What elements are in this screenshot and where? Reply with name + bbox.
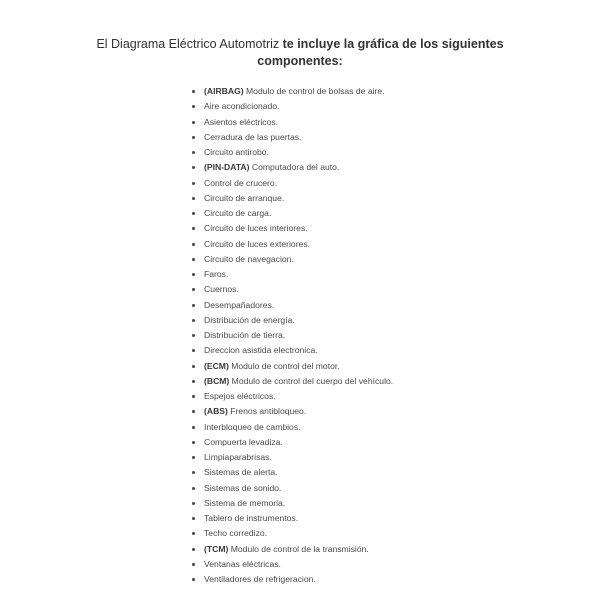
list-item: [190, 145, 393, 160]
list-item: [190, 237, 393, 252]
bullet-icon: [192, 151, 195, 154]
bullet-icon: [192, 136, 195, 139]
bullet-icon: [192, 395, 195, 398]
item-text: Modulo de control del motor.: [228, 360, 340, 371]
list-item: [190, 221, 393, 236]
list-item: [190, 359, 393, 374]
item-text: Sistema de memoria.: [204, 497, 286, 508]
item-text: Limpiaparabrisas.: [204, 452, 272, 462]
list-item: [190, 420, 393, 435]
bullet-icon: [192, 105, 195, 108]
list-item: [190, 572, 393, 587]
item-text: Faros.: [204, 269, 229, 279]
item-code: (ECM): [204, 360, 229, 371]
page-heading: [60, 36, 540, 70]
bullet-icon: [192, 502, 195, 505]
list-item: [190, 542, 393, 557]
item-text: Circuito de arranque.: [204, 192, 285, 203]
bullet-icon: [192, 334, 195, 337]
item-code: (ABS): [204, 406, 228, 417]
item-text: Control de crucero.: [204, 177, 278, 188]
item-text: Circuito de navegacion.: [204, 253, 294, 264]
item-text: Sistemas de sonido.: [204, 482, 282, 493]
list-item: [190, 450, 393, 465]
item-text: Interbloqueo de cambios.: [204, 421, 301, 432]
bullet-icon: [192, 288, 195, 291]
bullet-icon: [192, 471, 195, 474]
heading-normal-text: El Diagrama Eléctrico Automotriz: [96, 37, 283, 51]
bullet-icon: [192, 548, 195, 551]
item-text: Desempañadores.: [204, 299, 275, 310]
bullet-icon: [192, 517, 195, 520]
item-text: Ventanas eléctricas.: [204, 558, 281, 569]
list-item: [190, 252, 393, 267]
list-item: [190, 84, 393, 99]
list-item: [190, 435, 393, 450]
list-item: [190, 160, 393, 175]
item-code: (PIN-DATA): [204, 162, 250, 173]
list-item: [190, 115, 393, 130]
item-text: Espejos eléctricos.: [204, 391, 276, 401]
list-item: [190, 526, 393, 541]
bullet-icon: [192, 243, 195, 246]
list-item: [190, 191, 393, 206]
item-text: Asientos eléctricos.: [204, 116, 279, 127]
list-item: [190, 343, 393, 358]
bullet-icon: [192, 365, 195, 368]
item-text: Tablero de instrumentos.: [204, 513, 299, 523]
item-text: Cerradura de las puertas.: [204, 131, 302, 142]
item-text: Distribución de energía.: [204, 314, 295, 325]
item-text: Compuerta levadiza.: [204, 436, 283, 447]
list-item: [190, 206, 393, 221]
list-item: [190, 465, 393, 480]
bullet-icon: [192, 197, 195, 200]
bullet-icon: [192, 578, 195, 581]
item-text: Circuito de luces exteriores.: [204, 238, 311, 249]
bullet-icon: [192, 182, 195, 185]
list-item: [190, 557, 393, 572]
list-item: [190, 328, 393, 343]
item-text: Circuito de carga.: [204, 208, 272, 218]
bullet-icon: [192, 487, 195, 490]
bullet-icon: [192, 410, 195, 413]
list-item: [190, 176, 393, 191]
bullet-icon: [192, 166, 195, 169]
list-item: [190, 130, 393, 145]
bullet-icon: [192, 563, 195, 566]
list-item: [190, 389, 393, 404]
bullet-icon: [192, 349, 195, 352]
list-item: [190, 267, 393, 282]
item-text: Modulo de control de la transmisión.: [228, 543, 369, 554]
component-list: [190, 84, 393, 587]
item-text: Distribución de tierra.: [204, 330, 286, 340]
bullet-icon: [192, 441, 195, 444]
item-text: Techo corredizo.: [204, 528, 268, 539]
bullet-icon: [192, 227, 195, 230]
list-item: [190, 99, 393, 114]
bullet-icon: [192, 380, 195, 383]
bullet-icon: [192, 304, 195, 307]
item-text: Ventiladores de refrigeracion.: [204, 574, 316, 584]
item-text: Cuernos.: [204, 284, 239, 295]
list-item: [190, 298, 393, 313]
list-item: [190, 481, 393, 496]
heading-bold-text: te incluye la gráfica de los siguientes componentes:: [257, 37, 504, 68]
item-code: (TCM): [204, 543, 229, 554]
item-text: Sistemas de alerta.: [204, 467, 278, 478]
bullet-icon: [192, 532, 195, 535]
bullet-icon: [192, 90, 195, 93]
item-text: Aire acondicionado.: [204, 101, 280, 112]
list-item: [190, 496, 393, 511]
bullet-icon: [192, 212, 195, 215]
list-item: [190, 511, 393, 526]
bullet-icon: [192, 456, 195, 459]
item-text: Direccion asistida electronica.: [204, 345, 318, 356]
list-item: [190, 374, 393, 389]
item-code: (BCM): [204, 375, 230, 386]
bullet-icon: [192, 121, 195, 124]
item-text: Circuito antirobo.: [204, 147, 269, 157]
bullet-icon: [192, 319, 195, 322]
item-code: (AIRBAG): [204, 86, 244, 96]
bullet-icon: [192, 258, 195, 261]
item-text: Circuito de luces interiores.: [204, 223, 308, 234]
list-item: [190, 313, 393, 328]
item-text: Computadora del auto.: [249, 162, 340, 173]
bullet-icon: [192, 273, 195, 276]
item-text: Modulo de control del cuerpo del vehículo.: [229, 375, 394, 386]
item-text: Modulo de control de bolsas de aire.: [243, 86, 385, 96]
item-text: Frenos antibloqueo.: [227, 406, 307, 417]
bullet-icon: [192, 426, 195, 429]
list-item: [190, 282, 393, 297]
list-item: [190, 404, 393, 419]
